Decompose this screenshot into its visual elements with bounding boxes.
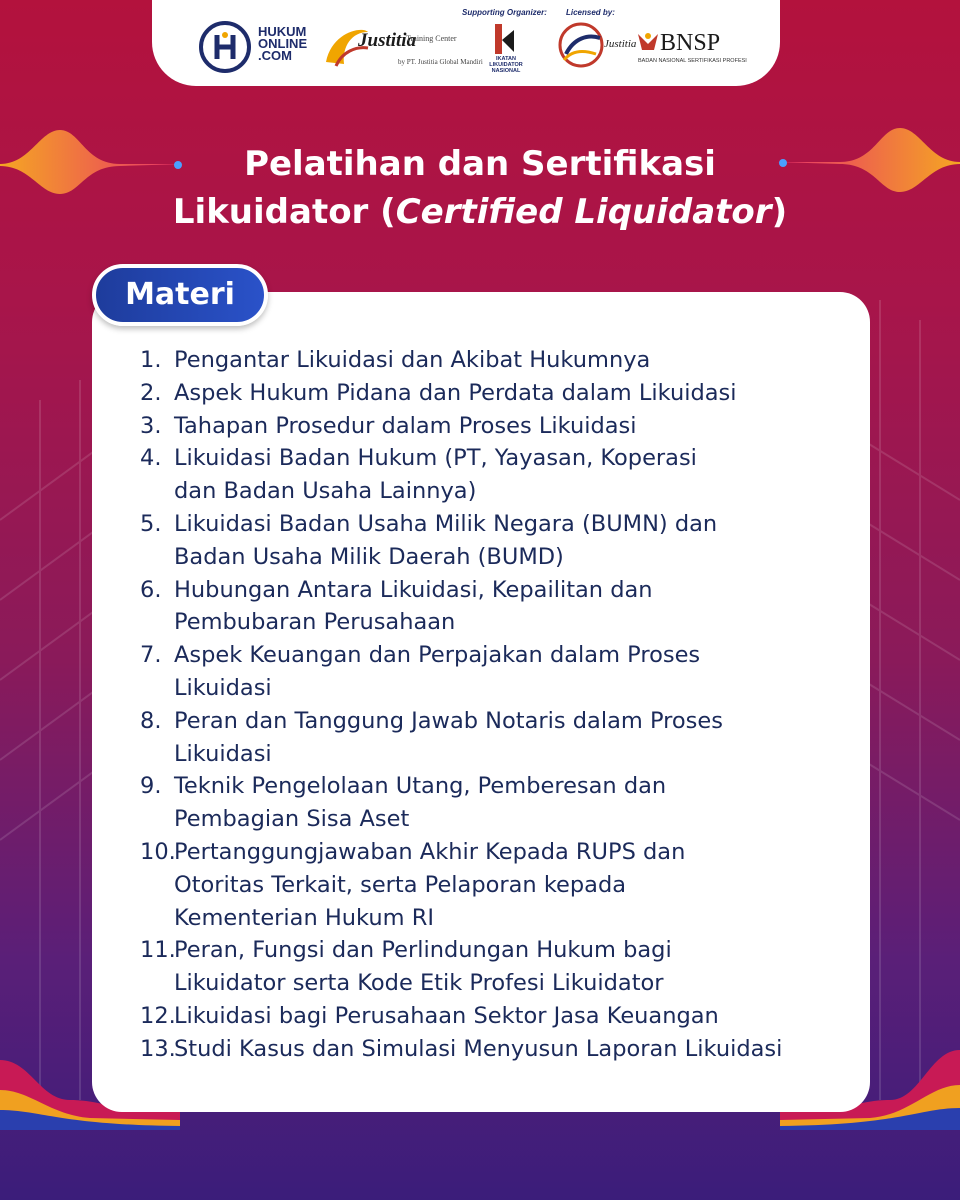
lsp-justitia-icon — [556, 20, 606, 70]
materi-item-number: 1. — [140, 347, 162, 373]
lsp-justitia-wordmark: Justitia — [604, 38, 637, 50]
materi-item-text: Aspek Hukum Pidana dan Perdata dalam Likuidasi — [174, 379, 737, 406]
materi-list — [140, 344, 850, 1066]
materi-item-text: Aspek Keuangan dan Perpajakan dalam Proses Likuidasi — [174, 642, 701, 701]
page-title-line1: Pelatihan dan Sertifikasi — [244, 144, 716, 184]
justitia-wordmark: Justitia — [358, 30, 417, 51]
materi-item-number: 3. — [140, 412, 162, 439]
materi-item — [140, 1000, 850, 1033]
materi-item — [140, 344, 850, 377]
materi-item — [140, 934, 850, 1000]
materi-item — [140, 836, 850, 934]
materi-item — [140, 410, 850, 443]
materi-item-text: Likuidasi Badan Usaha Milik Negara (BUMN) dan Badan Usaha Milik Daerah (BUMD) — [174, 510, 718, 570]
page-title-line2 — [0, 188, 960, 236]
ikatan-likuidator-wordmark: IKATAN LIKUIDATOR NASIONAL — [489, 56, 523, 74]
materi-item-text: Pengantar Likuidasi dan Akibat Hukumnya — [174, 347, 651, 373]
justitia-byline: by PT. Justitia Global Mandiri — [398, 58, 483, 66]
materi-item — [140, 639, 850, 705]
materi-item-number: 9. — [140, 773, 162, 800]
materi-item-text: Likuidasi Badan Hukum (PT, Yayasan, Koperasi dan Badan Usaha Lainnya) — [174, 445, 697, 505]
materi-item-text: Hubungan Antara Likuidasi, Kepailitan dan Pembubaran Perusahaan — [174, 576, 653, 636]
supporting-organizer-label: Supporting Organizer: — [462, 8, 547, 17]
materi-item — [140, 508, 850, 574]
materi-item-text: Teknik Pengelolaan Utang, Pemberesan dan Pembagian Sisa Aset — [174, 773, 667, 833]
materi-item-number: 6. — [140, 576, 162, 603]
materi-item-text: Pertanggungjawaban Akhir Kepada RUPS dan Otoritas Terkait, serta Pelaporan kepada Kementerian Hukum RI — [174, 838, 686, 931]
materi-item-number: 10. — [140, 838, 176, 865]
materi-item-text: Likuidasi bagi Perusahaan Sektor Jasa Keuangan — [174, 1002, 719, 1029]
materi-item — [140, 442, 850, 508]
licensed-by-label: Licensed by: — [566, 8, 615, 17]
title-plain: Likuidator ( — [172, 192, 396, 232]
materi-item-number: 11. — [140, 937, 176, 964]
materi-item — [140, 574, 850, 640]
materi-item — [140, 770, 850, 836]
hukumonline-wordmark: HUKUM ONLINE .COM — [258, 24, 308, 63]
bnsp-garuda-icon — [636, 28, 660, 54]
materi-item-number: 5. — [140, 510, 162, 537]
materi-item-number: 8. — [140, 707, 162, 734]
materi-item-text: Tahapan Prosedur dalam Proses Likuidasi — [174, 412, 637, 439]
title-close-paren: ) — [771, 192, 788, 232]
materi-item-number: 4. — [140, 445, 162, 472]
materi-item-text: Studi Kasus dan Simulasi Menyusun Laporan Likuidasi — [174, 1035, 783, 1062]
title-italic: Certified Liquidator — [395, 192, 772, 232]
materi-badge: Materi — [92, 264, 268, 326]
materi-item — [140, 1033, 850, 1066]
materi-item-number: 2. — [140, 379, 162, 406]
justitia-subtitle: Training Center — [406, 34, 457, 43]
materi-item-text: Peran dan Tanggung Jawab Notaris dalam Proses Likuidasi — [174, 707, 723, 767]
materi-item-number: 12. — [140, 1002, 176, 1029]
materi-item — [140, 705, 850, 771]
materi-item — [140, 377, 850, 410]
bnsp-wordmark: BNSP — [660, 30, 721, 56]
materi-item-number: 13. — [140, 1035, 176, 1062]
materi-item-number: 7. — [140, 642, 162, 669]
hukumonline-h-icon — [198, 20, 252, 74]
bnsp-subtitle: BADAN NASIONAL SERTIFIKASI PROFESI — [638, 58, 747, 64]
materi-item-text: Peran, Fungsi dan Perlindungan Hukum bagi Likuidator serta Kode Etik Profesi Likuidator — [174, 937, 672, 997]
ikatan-likuidator-icon — [492, 22, 518, 56]
